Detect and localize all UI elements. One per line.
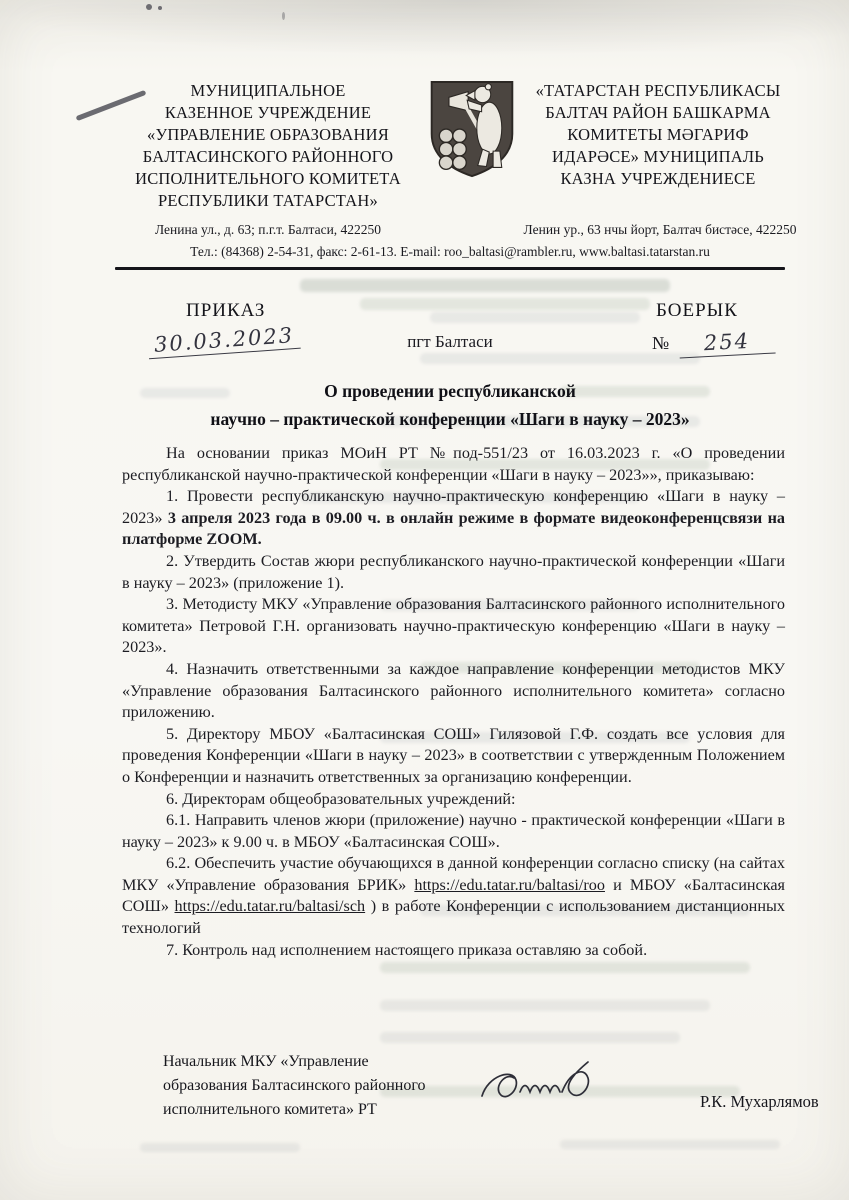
address-tatar: Ленин ур., 63 нчы йорт, Балтач бистәсе, 422250 — [523, 222, 797, 237]
org-tt-line: БАЛТАЧ РАЙОН БАШКАРМА — [545, 103, 771, 122]
order-number — [652, 330, 775, 356]
order-body — [122, 443, 785, 961]
order-label-tt: БОЕРЫК — [656, 300, 738, 321]
order-date-handwritten: 30.03.2023 — [147, 323, 301, 360]
org-tt-line: КОМИТЕТЫ МӘГАРИФ — [567, 125, 749, 144]
letterhead-divider — [115, 267, 785, 270]
order-paragraph-2: 2. Утвердить Состав жюри республиканского научно-практической конференции «Шаги в науку – 2023» (приложение 1). — [122, 551, 785, 592]
bleed-through-text — [380, 962, 750, 973]
scan-speck — [146, 4, 152, 10]
order-title — [115, 377, 785, 433]
link-roo: https://edu.tatar.ru/baltasi/roo — [414, 875, 605, 894]
order-paragraph-6-1: 6.1. Направить членов жюри (приложение) научно - практической конференции «Шаги в науку – 2023» к 9.00 ч. в МБОУ «Балтасинская СОШ». — [122, 811, 785, 851]
bleed-through-text — [430, 312, 640, 323]
bleed-through-text — [380, 1000, 710, 1011]
signatory-line: образования Балтасинского районного — [163, 1077, 426, 1094]
signer-name: Р.К. Мухарлямов — [700, 1092, 819, 1111]
order-label-ru: ПРИКАЗ — [186, 300, 266, 321]
org-name-tatar — [498, 80, 818, 190]
order-paragraph-preamble: На основании приказ МОиН РТ №под-551/23 от 16.03.2023 г. «О проведении республиканской научно-практической конференции «Шаги в науку – 2023»», приказываю: — [122, 444, 785, 484]
order-paragraph-6: 6. Директорам общеобразовательных учреждений: — [166, 789, 516, 808]
signatory-line: исполнительного комитета» РТ — [163, 1101, 377, 1118]
scan-speck — [158, 6, 162, 10]
signatory-position — [163, 1050, 483, 1122]
order-paragraph-7: 7. Контроль над исполнением настоящего приказа оставляю за собой. — [166, 940, 648, 959]
order-number-handwritten: 254 — [679, 328, 776, 359]
org-ru-line: ИСПОЛНИТЕЛЬНОГО КОМИТЕТА — [135, 169, 401, 188]
handwritten-signature — [478, 1058, 648, 1118]
order-title-line1: О проведении республиканской — [324, 381, 576, 401]
bleed-through-text — [300, 279, 670, 292]
contact-line: Тел.: (84368) 2-54-31, факс: 2-61-13. E-mail: roo_baltasi@rambler.ru, www.baltasi.tatarstan.ru — [190, 244, 710, 259]
order-title-line2: научно – практической конференции «Шаги в науку – 2023» — [210, 409, 690, 429]
org-name-russian — [112, 80, 424, 212]
bleed-through-text — [360, 298, 650, 310]
signatory-line: Начальник МКУ «Управление — [163, 1053, 369, 1070]
org-tt-line: ИДАРӘСЕ» МУНИЦИПАЛЬ — [552, 147, 764, 166]
address-russian: Ленина ул., д. 63; п.г.т. Балтаси, 422250 — [154, 222, 382, 237]
order-paragraph-5: 5. Директору МБОУ «Балтасинская СОШ» Гилязовой Г.Ф. создать все условия для проведения Конференции «Шаги в науку – 2023» в соответствии с утвержденным Положением о Конференции и назначить ответственных за организацию конференции. — [122, 724, 785, 786]
org-ru-line: БАЛТАСИНСКОГО РАЙОННОГО — [142, 147, 394, 166]
org-tt-line: КАЗНА УЧРЕЖДЕНИЕСЕ — [560, 169, 756, 188]
link-sch: https://edu.tatar.ru/baltasi/sch — [174, 897, 366, 916]
bleed-through-text — [380, 1032, 680, 1043]
bleed-through-text — [140, 1143, 300, 1152]
bleed-through-text — [560, 1140, 780, 1149]
org-ru-line: РЕСПУБЛИКИ ТАТАРСТАН» — [158, 191, 378, 210]
order-place: пгт Балтаси — [407, 332, 493, 351]
number-sign: № — [652, 333, 670, 353]
org-ru-line: «УПРАВЛЕНИЕ ОБРАЗОВАНИЯ — [147, 125, 389, 144]
order-paragraph-1: 1. Провести республиканскую научно-практическую конференцию «Шаги в науку – 2023» 3 апреля 2023 года в 09.00 ч. в онлайн режиме в формате видеоконференцсвязи на платформе ZOOM. — [122, 487, 785, 549]
org-ru-line: МУНИЦИПАЛЬНОЕ — [190, 81, 346, 100]
org-tt-line: «ТАТАРСТАН РЕСПУБЛИКАСЫ — [535, 81, 781, 100]
org-ru-line: КАЗЕННОЕ УЧРЕЖДЕНИЕ — [164, 103, 372, 122]
order-paragraph-3: 3. Методисту МКУ «Управление образования Балтасинского районного исполнительного комитета» Петровой Г.Н. организовать научно-практическую конференцию «Шаги в науку – 2023». — [122, 595, 785, 657]
scan-speck — [282, 12, 285, 20]
order-paragraph-4: 4. Назначить ответственными за каждое направление конференции методистов МКУ «Управление образования Балтасинского районного исполнительного комитета» согласно приложению. — [122, 659, 785, 722]
order-paragraph-6-2: 6.2. Обеспечить участие обучающихся в данной конференции согласно списку (на сайтах МКУ «Управление образования БРИК» https://edu.tatar.ru/baltasi/roo и МБОУ «Балтасинская СОШ» https://edu.tatar.ru/baltasi/sch ) в работе Конференции с использованием дистанционных технологий — [122, 854, 785, 938]
